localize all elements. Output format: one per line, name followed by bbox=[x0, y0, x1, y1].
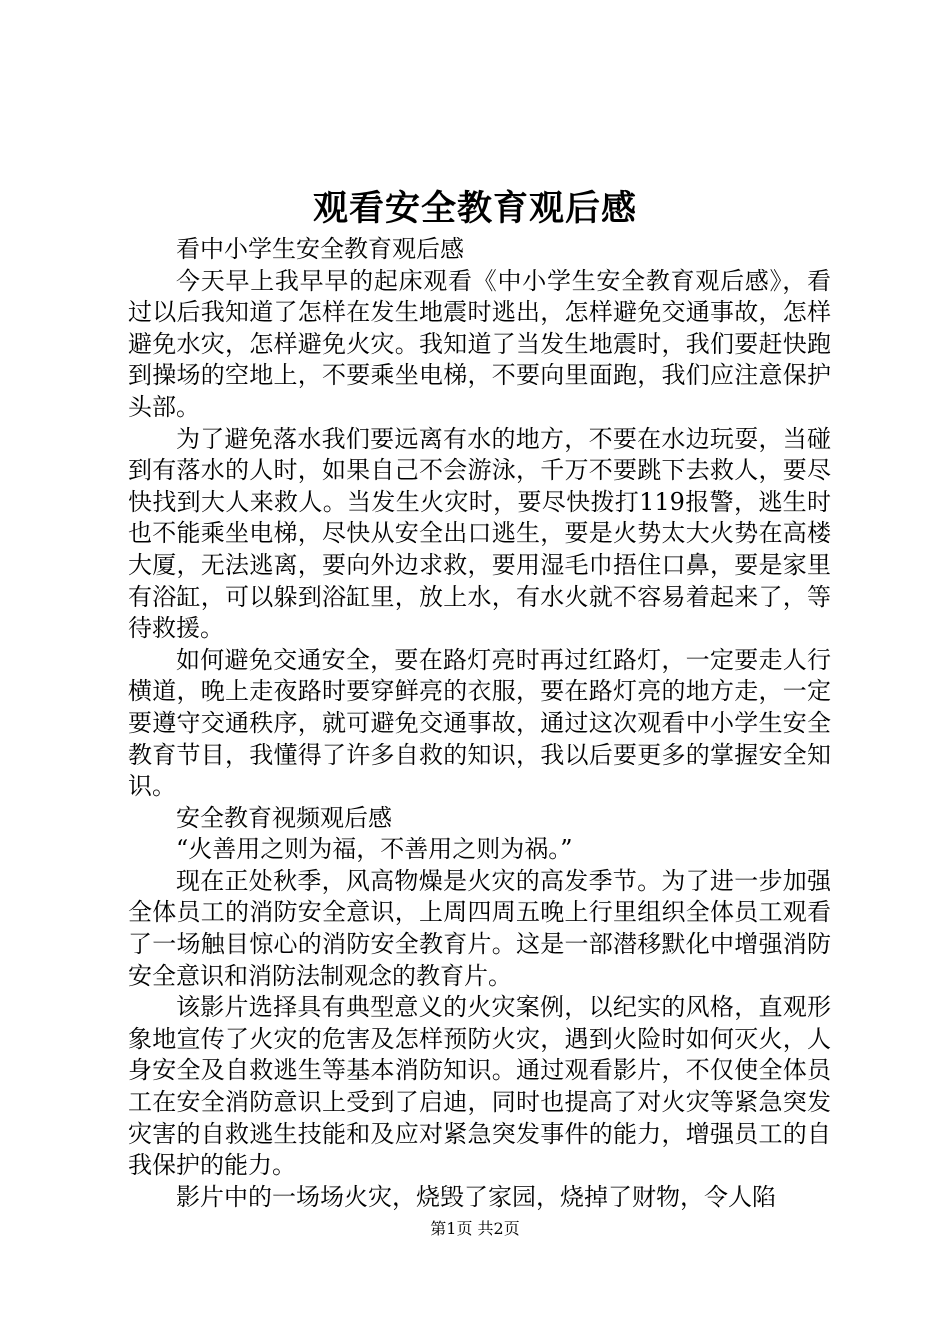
paragraph-film-fires: 影片中的一场场火灾，烧毁了家园，烧掉了财物，令人陷 bbox=[176, 1182, 776, 1211]
quote-fire: “火善用之则为福，不善用之则为祸。” bbox=[176, 835, 573, 864]
paragraph-morning-viewing: 今天早上我早早的起床观看《中小学生安全教育观后感》，看过以后我知道了怎样在发生地震时逃出，怎样避免交通事故，怎样避免水灾，怎样避免火灾。我知道了当发生地震时，我们要赶快跑到操场的空地上，不要乘坐电梯，不要向里面跑，我们应注意保护头部。 bbox=[128, 266, 831, 421]
document-title: 观看安全教育观后感 bbox=[312, 188, 637, 229]
document-body bbox=[128, 234, 831, 1213]
page-number-footer: 第1页 共2页 bbox=[430, 1219, 520, 1238]
paragraph-film-cases: 该影片选择具有典型意义的火灾案例，以纪实的风格，直观形象地宣传了火灾的危害及怎样预防火灾，遇到火险时如何灭火，人身安全及自救逃生等基本消防知识。通过观看影片，不仅使全体员工在安全消防意识上受到了启迪，同时也提高了对火灾等紧急突发灾害的自救逃生技能和及应对紧急突发事件的能力，增强员工的自我保护的能力。 bbox=[128, 993, 831, 1180]
paragraph-water-fire-safety: 为了避免落水我们要远离有水的地方，不要在水边玩耍，当碰到有落水的人时，如果自己不会游泳，千万不要跳下去救人，要尽快找到大人来救人。当发生火灾时，要尽快拨打119报警，逃生时也不能乘坐电梯，尽快从安全出口逃生，要是火势太大火势在高楼大厦，无法逃离，要向外边求救，要用湿毛巾捂住口鼻，要是家里有浴缸，可以躲到浴缸里，放上水，有水火就不容易着起来了，等待救援。 bbox=[128, 424, 831, 643]
section-heading-video: 安全教育视频观后感 bbox=[176, 803, 392, 832]
paragraph-traffic-safety: 如何避免交通安全，要在路灯亮时再过红路灯，一定要走人行横道，晚上走夜路时要穿鲜亮的衣服，要在路灯亮的地方走，一定要遵守交通秩序，就可避免交通事故，通过这次观看中小学生安全教育节目，我懂得了许多自救的知识，我以后要更多的掌握安全知识。 bbox=[128, 645, 831, 801]
section-heading-primary-school: 看中小学生安全教育观后感 bbox=[176, 235, 464, 263]
paragraph-autumn-fire-season: 现在正处秋季，风高物燥是火灾的高发季节。为了进一步加强全体员工的消防安全意识，上周四周五晚上行里组织全体员工观看了一场触目惊心的消防安全教育片。这是一部潜移默化中增强消防安全意识和消防法制观念的教育片。 bbox=[128, 866, 831, 990]
